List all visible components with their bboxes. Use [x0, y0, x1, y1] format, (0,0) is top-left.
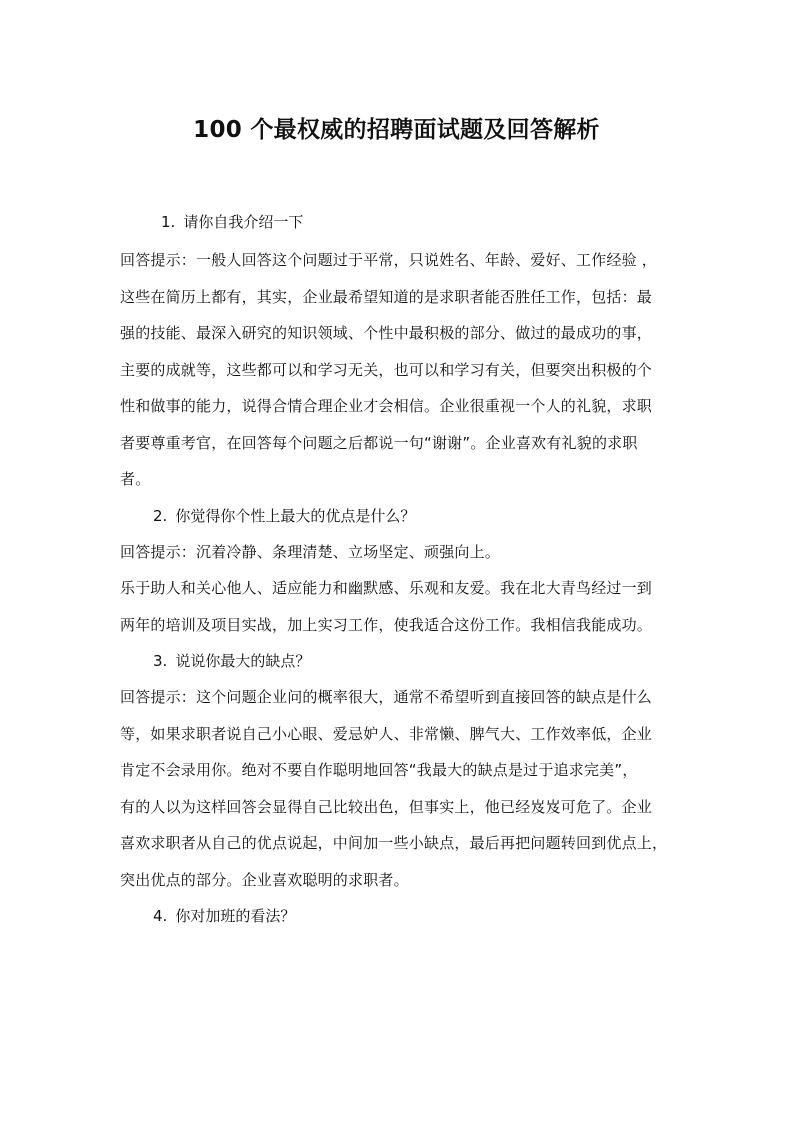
answer-line: 两年的培训及项目实战，加上实习工作，使我适合这份工作。我相信我能成功。 — [120, 615, 653, 634]
answer-line: 喜欢求职者从自己的优点说起，中间加一些小缺点，最后再把问题转回到优点上， — [120, 834, 668, 852]
answer-line: 有的人以为这样回答会显得自己比较出色，但事实上，他已经岌岌可危了。企业 — [120, 797, 653, 816]
question-1 — [120, 204, 676, 240]
answer-line: 回答提示：沉着冷静、条理清楚、立场坚定、顽强向上。 — [120, 542, 501, 561]
answer-3 — [120, 679, 676, 898]
answer-line: 回答提示：一般人回答这个问题过于平常，只说姓名、年龄、爱好、工作经验 ， — [120, 251, 657, 269]
question-4 — [120, 898, 676, 934]
answer-1 — [120, 242, 676, 498]
question-text: 你对加班的看法？ — [175, 907, 296, 925]
answer-line: 者要尊重考官，在回答每个问题之后都说一句“谢谢”。企业喜欢有礼貌的求职 — [120, 433, 638, 452]
question-text: 说说你最大的缺点？ — [175, 652, 311, 670]
question-3 — [120, 643, 676, 679]
answer-line: 突出优点的部分。企业喜欢聪明的求职者。 — [120, 870, 409, 889]
question-number: 4. — [153, 907, 168, 925]
answer-line: 主要的成就等，这些都可以和学习无关，也可以和学习有关，但要突出积极的个 — [120, 360, 653, 379]
question-number: 1. — [161, 213, 176, 231]
document-title: 100 个最权威的招聘面试题及回答解析 — [193, 117, 600, 143]
question-text: 请你自我介绍一下 — [183, 213, 304, 231]
answer-line: 强的技能、最深入研究的知识领域、个性中最积极的部分、做过的最成功的事， — [120, 324, 653, 342]
answer-line: 这些在简历上都有，其实，企业最希望知道的是求职者能否胜任工作，包括：最 — [120, 287, 653, 306]
answer-2 — [120, 534, 676, 644]
document-body — [120, 204, 676, 934]
question-number: 2. — [153, 506, 168, 525]
question-text: 你觉得你个性上最大的优点是什么？ — [175, 506, 416, 525]
answer-line: 等，如果求职者说自己小心眼、爱忌妒人、非常懒、脾气大、工作效率低，企业 — [120, 724, 653, 743]
answer-line: 回答提示：这个问题企业问的概率很大，通常不希望听到直接回答的缺点是什么 — [120, 688, 653, 706]
answer-line: 性和做事的能力，说得合情合理企业才会相信。企业很重视一个人的礼貌，求职 — [120, 397, 653, 415]
answer-line: 者。 — [120, 470, 151, 488]
answer-line: 肯定不会录用你。绝对不要自作聪明地回答“我最大的缺点是过于追求完美”， — [120, 761, 638, 779]
answer-line: 乐于助人和关心他人、适应能力和幽默感、乐观和友爱。我在北大青鸟经过一到 — [120, 579, 653, 597]
question-number: 3. — [153, 652, 168, 670]
question-2 — [120, 498, 676, 534]
